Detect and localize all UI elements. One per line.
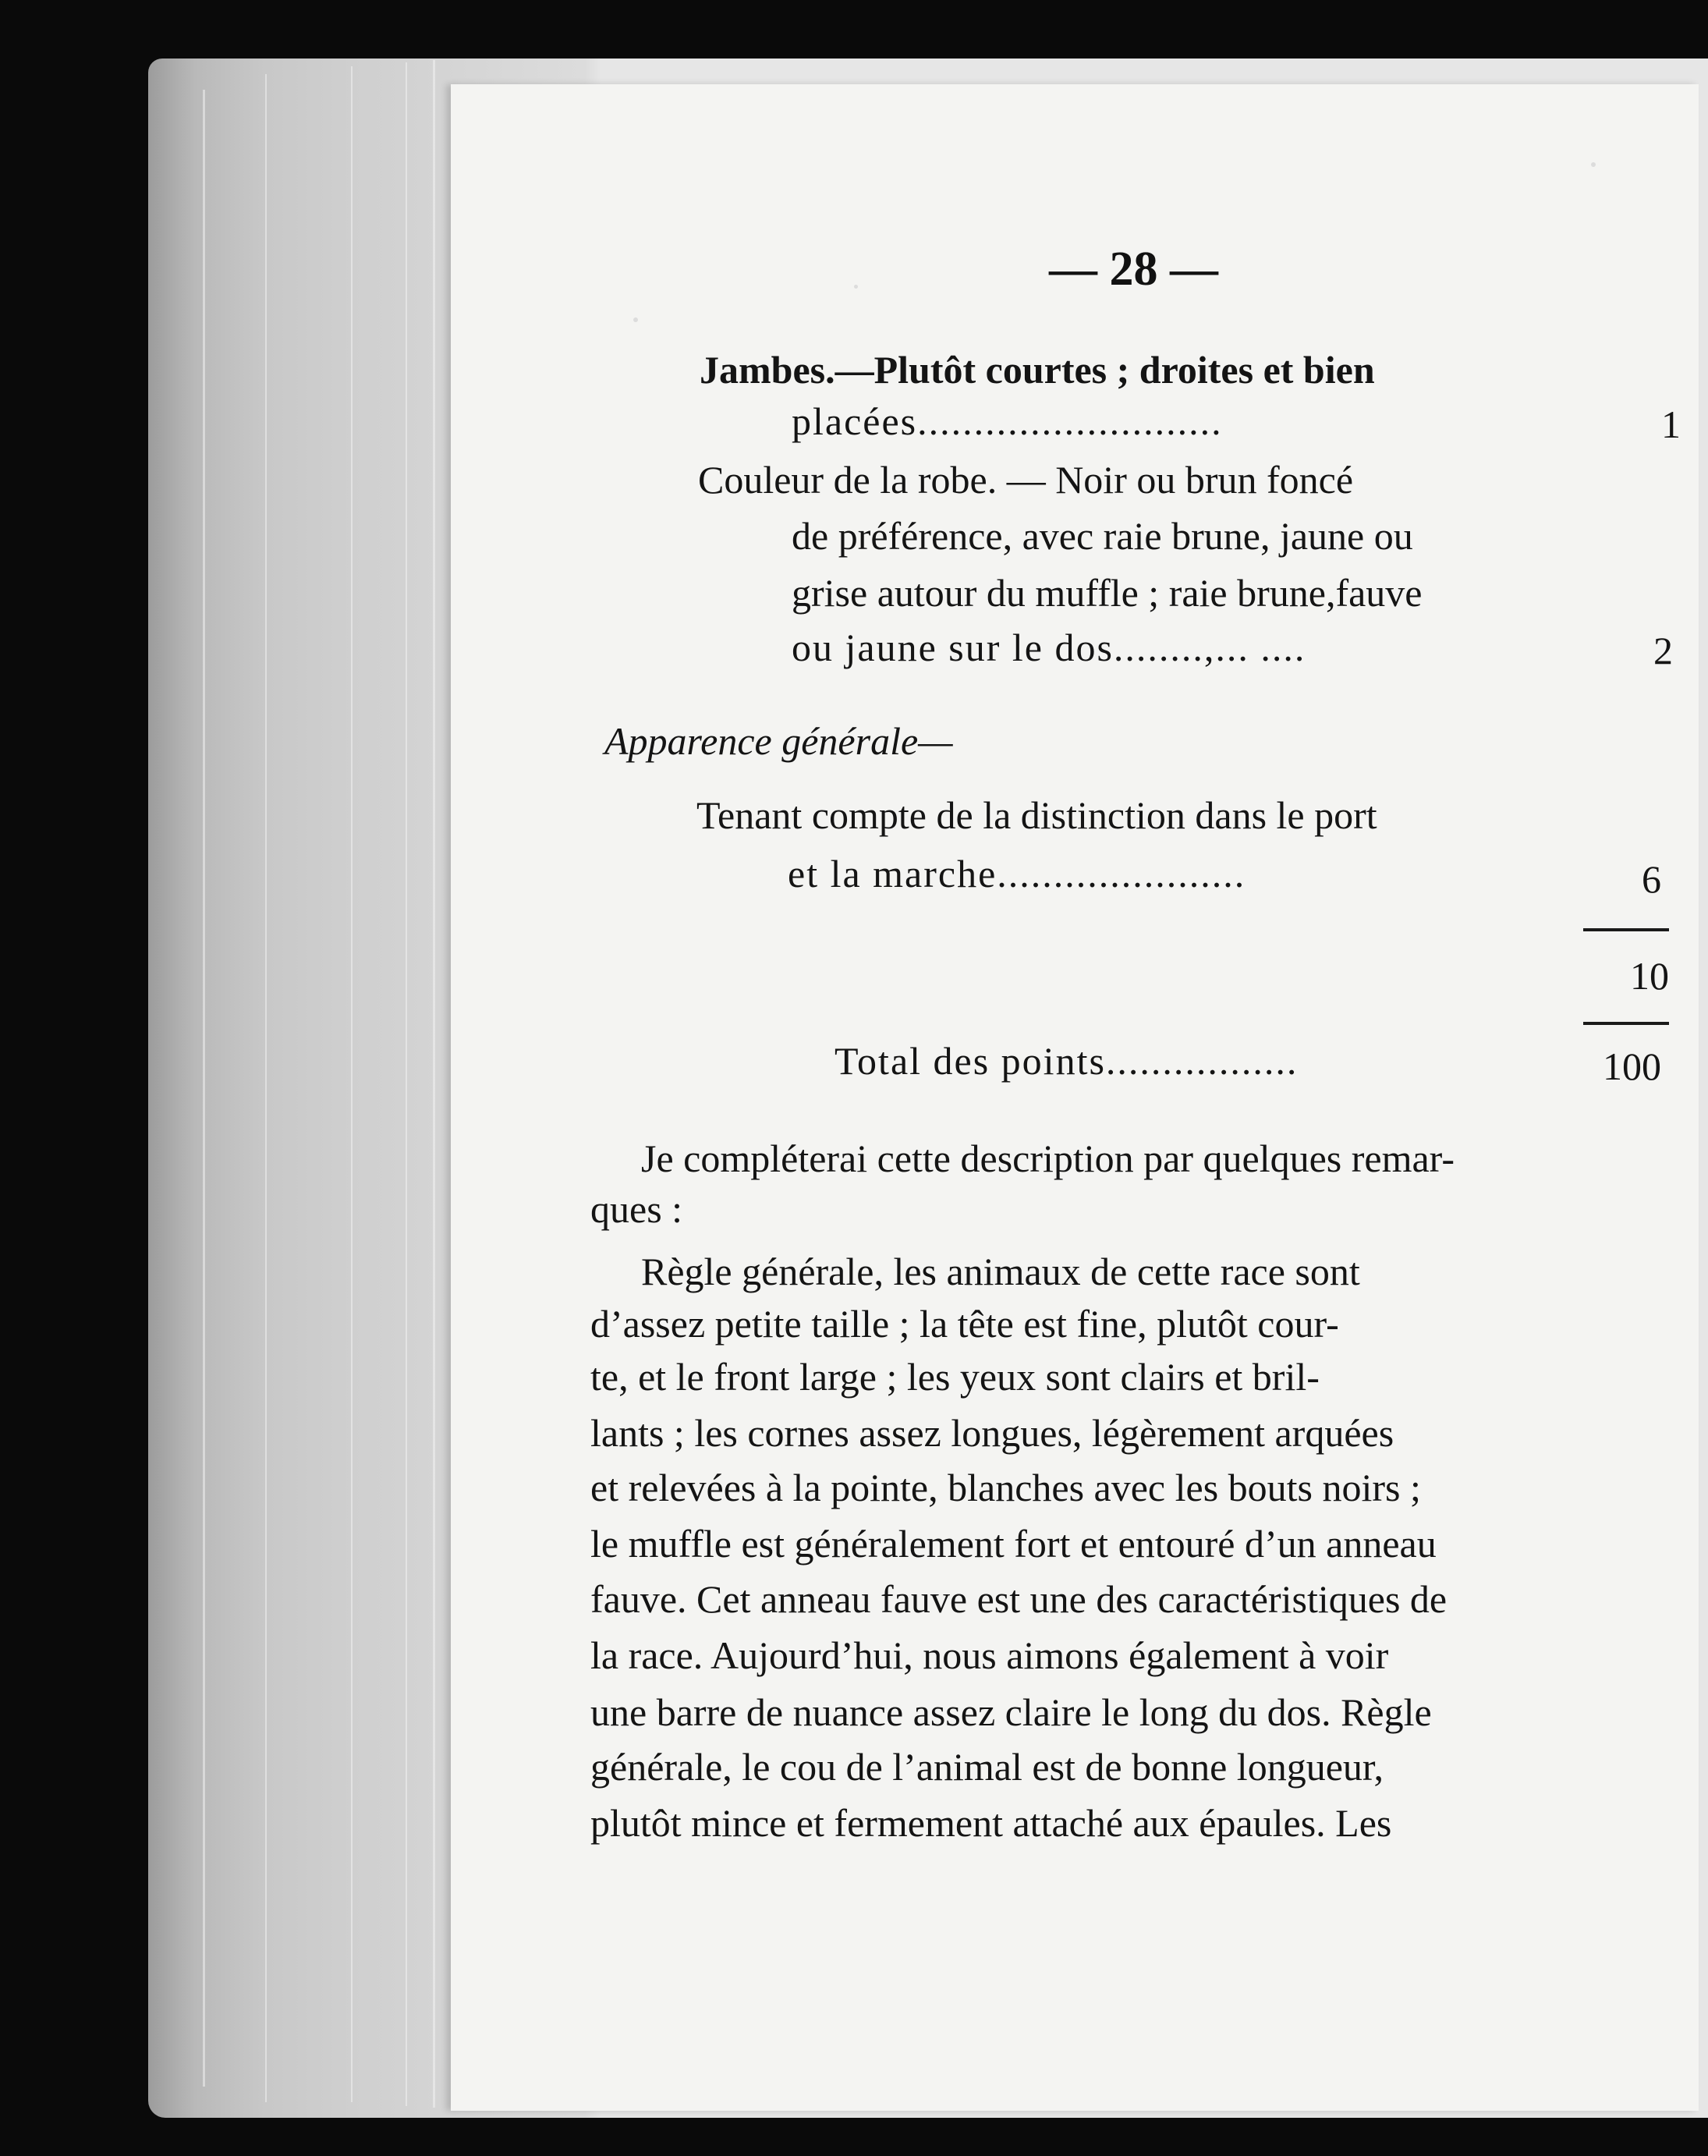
subtotal-rule-bottom: [1583, 1022, 1669, 1025]
paragraph-2-line-7: fauve. Cet anneau fauve est une des caractéristiques de: [590, 1577, 1448, 1621]
page-number: — 28 —: [1049, 243, 1218, 296]
paragraph-1-line-1: Je compléterai cette description par quelques remar-: [641, 1137, 1455, 1180]
total-value: 100: [1603, 1044, 1661, 1088]
paragraph-2-line-11: plutôt mince et fermement attaché aux épaules. Les: [590, 1801, 1392, 1845]
paragraph-2-line-4: lants ; les cornes assez longues, légèrement arquées: [590, 1411, 1394, 1455]
entry-couleur-score: 2: [1653, 629, 1673, 672]
entry-apparence-line2: et la marche......................: [788, 852, 1246, 895]
paragraph-2-line-1: Règle générale, les animaux de cette race sont: [641, 1250, 1360, 1293]
paragraph-2-line-9: une barre de nuance assez claire le long du dos. Règle: [590, 1690, 1432, 1734]
entry-apparence-score: 6: [1642, 857, 1661, 901]
paragraph-2-line-2: d’assez petite taille ; la tête est fine, plutôt cour-: [590, 1302, 1339, 1346]
paragraph-2-line-10: générale, le cou de l’animal est de bonne longueur,: [590, 1745, 1384, 1789]
paragraph-2-line-8: la race. Aujourd’hui, nous aimons également à voir: [590, 1633, 1389, 1677]
total-label: Total des points.................: [835, 1039, 1299, 1083]
entry-jambes-score: 1: [1661, 402, 1681, 446]
entry-jambes-line1: [700, 347, 1589, 392]
entry-jambes-text: Jambes.—Plutôt courtes ; droites et bien: [700, 348, 1375, 392]
paragraph-2-line-6: le muffle est généralement fort et entouré d’un anneau: [590, 1522, 1437, 1566]
entry-couleur-line1: Couleur de la robe. — Noir ou brun foncé: [698, 458, 1354, 502]
paragraph-2-line-3: te, et le front large ; les yeux sont clairs et bril-: [590, 1355, 1320, 1399]
section-heading-apparence: Apparence générale—: [604, 719, 953, 763]
subtotal-value: 10: [1630, 954, 1669, 998]
entry-couleur-line2: de préférence, avec raie brune, jaune ou: [792, 514, 1413, 558]
entry-apparence-line1: Tenant compte de la distinction dans le port: [696, 793, 1377, 837]
paragraph-1-line-2: ques :: [590, 1187, 683, 1231]
subtotal-rule-top: [1583, 928, 1669, 931]
entry-jambes-line2: placées...........................: [792, 399, 1223, 443]
entry-couleur-line4: ou jaune sur le dos........,... ....: [792, 626, 1306, 669]
entry-couleur-line3: grise autour du muffle ; raie brune,fauve: [792, 571, 1423, 615]
paragraph-2-line-5: et relevées à la pointe, blanches avec les bouts noirs ;: [590, 1466, 1421, 1509]
